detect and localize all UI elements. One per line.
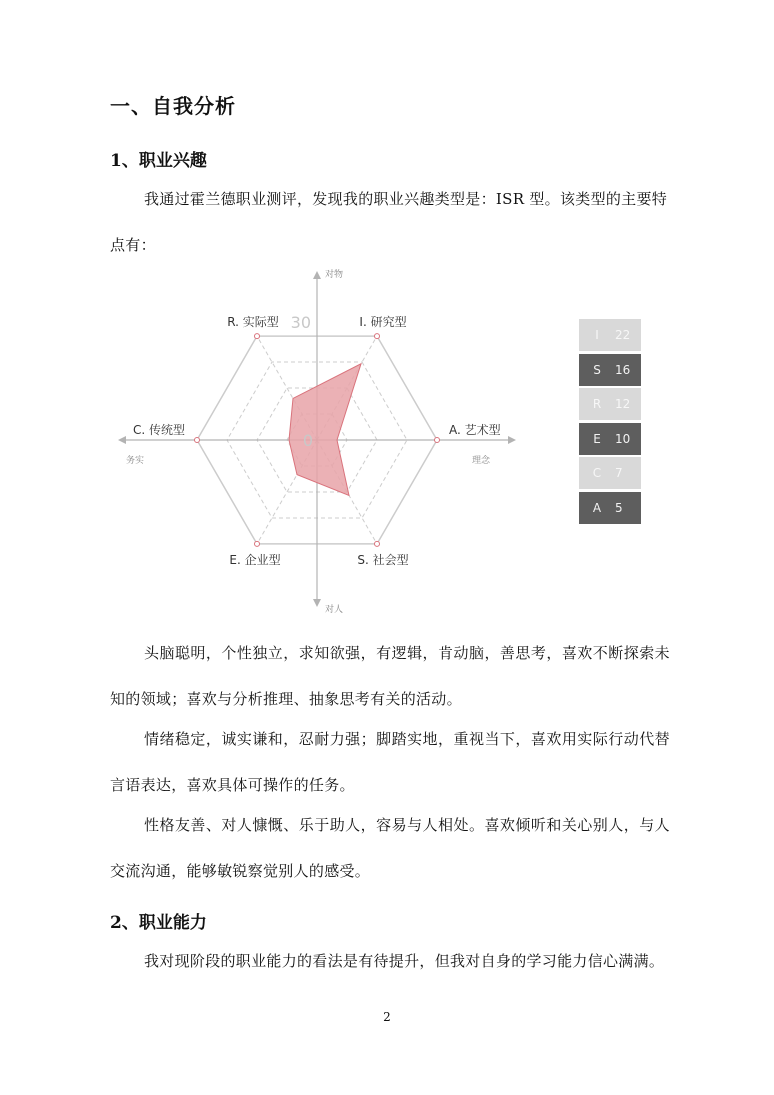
vertex-dot (375, 334, 380, 339)
score-box-c (579, 457, 641, 489)
intro-line-2: 点有： (110, 236, 156, 254)
axis-label-top: 对物 (325, 270, 344, 280)
score-box-r (579, 388, 641, 420)
trait-paragraph-3: 性格友善、对人慷慨、乐于助人，容易与人相处。喜欢倾听和关心别人，与人交流沟通，能够敏锐察觉别人的感受。 (110, 816, 670, 880)
category-label: S. 社会型 (357, 552, 409, 567)
series-area (289, 364, 361, 496)
intro-paragraph (110, 176, 670, 268)
score-type-label: R (592, 397, 602, 411)
axis-arrow-left (118, 436, 126, 444)
category-label: A. 艺术型 (449, 423, 501, 437)
category-label: C. 传统型 (132, 423, 185, 437)
axis-arrow-right (508, 436, 516, 444)
score-type-label: C (592, 466, 602, 480)
subsection-title-interest: 1、职业兴趣 (110, 151, 207, 171)
score-value: 22 (615, 328, 631, 342)
score-value: 10 (615, 431, 631, 446)
intro-line-1: 我通过霍兰德职业测评，发现我的职业兴趣类型是：ISR 型。该类型的主要特 (144, 190, 668, 208)
scale-label-max: 30 (290, 313, 311, 332)
score-type-label: I (595, 328, 599, 342)
score-type-label: S (593, 362, 601, 377)
vertex-dot (375, 541, 380, 546)
score-type-label: E (593, 431, 601, 446)
trait-paragraph-2: 情绪稳定，诚实谦和，忍耐力强；脚踏实地，重视当下，喜欢用实际行动代替言语表达，喜欢具体可操作的任务。 (110, 730, 670, 794)
axis-label-left: 务实 (126, 456, 145, 466)
score-box-a (579, 492, 641, 524)
category-label: I. 研究型 (359, 315, 407, 330)
vertex-dot (435, 438, 440, 443)
axis-label-right: 理念 (471, 456, 490, 466)
section-title: 一、自我分析 (110, 94, 236, 118)
score-value: 5 (615, 500, 623, 515)
scale-label-min: 0 (302, 431, 313, 450)
category-label: R. 实际型 (227, 315, 279, 330)
holland-radar-chart (100, 260, 520, 620)
page-number: 2 (383, 1010, 391, 1024)
score-value: 7 (615, 466, 623, 480)
axis-arrow-up (313, 271, 321, 279)
vertex-dot (255, 541, 260, 546)
trait-paragraph-1: 头脑聪明，个性独立，求知欲强，有逻辑，肯动脑，善思考，喜欢不断探索未知的领域；喜欢与分析推理、抽象思考有关的活动。 (110, 644, 670, 708)
axis-label-bottom: 对人 (325, 605, 344, 615)
vertex-dot (255, 334, 260, 339)
score-value: 16 (615, 362, 631, 377)
vertex-dot (195, 438, 200, 443)
ability-paragraph: 我对现阶段的职业能力的看法是有待提升，但我对自身的学习能力信心满满。 (144, 952, 665, 970)
category-label: E. 企业型 (229, 552, 281, 567)
subsection-title-ability: 2、职业能力 (110, 913, 207, 933)
axis-arrow-down (313, 599, 321, 607)
score-type-label: A (592, 500, 602, 515)
score-box-e (579, 423, 641, 455)
score-box-s (579, 354, 641, 386)
score-box-i (579, 319, 641, 351)
score-value: 12 (615, 397, 631, 411)
